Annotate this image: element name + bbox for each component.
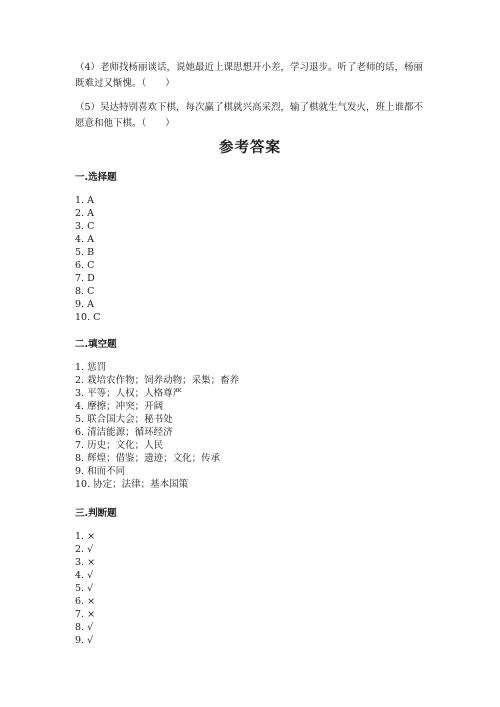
list-item: 10. C [75, 312, 101, 323]
list-item: 1. 惩罚 [75, 362, 107, 373]
list-item: 8. C [75, 286, 95, 297]
section-title-fill: 二.填空题 [75, 339, 117, 350]
list-item: 7. D [75, 273, 95, 284]
question-4: （4）老师找杨丽谈话，说她最近上课思想开小差，学习退步。听了老师的话，杨丽既难过又惭愧。（ ） [75, 62, 424, 89]
page-title: 参考答案 [219, 140, 281, 156]
list-item: 6. × [75, 596, 96, 607]
section-title-judge: 三.判断题 [75, 508, 117, 519]
list-item: 4. 摩擦；冲突；开阔 [75, 401, 164, 412]
fill-answer-list [75, 361, 239, 491]
list-item: 3. 平等；人权；人格尊严 [75, 388, 183, 399]
choice-answer-list [75, 194, 100, 324]
section-title-choice: 一.选择题 [75, 172, 117, 183]
list-item: 10. 协定；法律；基本国策 [75, 479, 189, 490]
list-item: 8. √ [75, 622, 94, 633]
list-item: 8. 辉煌；借鉴；遗迹；文化；传承 [75, 453, 221, 464]
list-item: 9. √ [75, 635, 94, 646]
list-item: 3. C [75, 221, 95, 232]
list-item: 9. 和而不同 [75, 466, 126, 477]
list-item: 9. A [75, 299, 94, 310]
list-item: 4. √ [75, 570, 94, 581]
list-item: 7. 历史；文化；人民 [75, 440, 164, 451]
list-item: 2. 栽培农作物；饲养动物；采集；畜养 [75, 375, 240, 386]
list-item: 5. B [75, 247, 95, 258]
list-item: 2. A [75, 208, 94, 219]
list-item: 1. A [75, 195, 94, 206]
question-5: （5）吴达特别喜欢下棋，每次赢了棋就兴高采烈，输了棋就生气发火，班上谁都不愿意和他下棋。（ ） [75, 102, 424, 129]
list-item: 1. × [75, 531, 96, 542]
judge-answer-list [75, 530, 95, 647]
list-item: 3. × [75, 557, 96, 568]
list-item: 2. √ [75, 544, 94, 555]
list-item: 6. C [75, 260, 95, 271]
list-item: 7. × [75, 609, 96, 620]
list-item: 5. 联合国大会；秘书处 [75, 414, 173, 425]
list-item: 6. 清洁能源；循环经济 [75, 427, 173, 438]
list-item: 4. A [75, 234, 94, 245]
list-item: 5. √ [75, 583, 94, 594]
